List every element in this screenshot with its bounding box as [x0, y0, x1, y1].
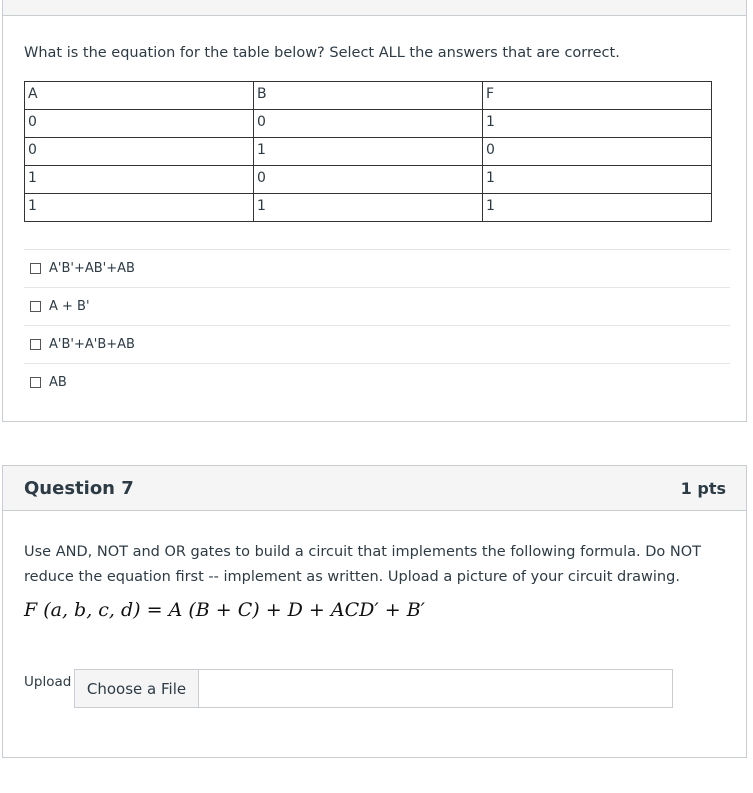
upload-label: Upload [24, 674, 72, 690]
table-cell: 0 [254, 166, 483, 194]
table-row [25, 166, 712, 194]
question-7-prompt: Use AND, NOT and OR gates to build a circuit that implements the following formula. Do NOT reduce the equation first -- implement as written. Upload a picture of your circuit drawing. [24, 544, 702, 585]
answer-label[interactable]: A + B' [49, 299, 90, 314]
answer-option-1[interactable] [24, 249, 730, 287]
checkbox[interactable] [30, 377, 41, 388]
question-title: Question 7 [24, 477, 134, 499]
table-row [25, 194, 712, 222]
file-name-display[interactable] [199, 670, 672, 707]
question-7-card [2, 465, 747, 758]
table-cell: 1 [25, 194, 254, 222]
choose-file-button[interactable]: Choose a File [75, 670, 199, 707]
table-header-cell: B [254, 82, 483, 110]
question-6-card [2, 0, 747, 422]
table-cell: 0 [25, 138, 254, 166]
question-points: 1 pts [680, 478, 726, 498]
table-cell: 1 [483, 110, 712, 138]
answer-label[interactable]: AB [49, 375, 67, 390]
table-cell: 0 [254, 110, 483, 138]
table-header-cell: F [483, 82, 712, 110]
table-row [25, 138, 712, 166]
answer-option-4[interactable] [24, 363, 730, 401]
table-cell: 1 [483, 166, 712, 194]
question-6-header [3, 0, 746, 16]
checkbox[interactable] [30, 263, 41, 274]
question-6-prompt: What is the equation for the table below? Select ALL the answers that are correct. [24, 45, 620, 61]
table-cell: 1 [254, 138, 483, 166]
answer-option-2[interactable] [24, 287, 730, 325]
answer-label[interactable]: A'B'+AB'+AB [49, 261, 135, 276]
table-header-row [25, 82, 712, 110]
table-cell: 1 [25, 166, 254, 194]
checkbox[interactable] [30, 339, 41, 350]
answer-options [24, 249, 730, 401]
table-cell: 0 [25, 110, 254, 138]
table-cell: 1 [254, 194, 483, 222]
answer-label[interactable]: A'B'+A'B+AB [49, 337, 135, 352]
checkbox[interactable] [30, 301, 41, 312]
truth-table [24, 81, 712, 222]
formula: F (a, b, c, d) = A (B + C) + D + ACD′ + B′ [24, 599, 425, 621]
file-upload-field[interactable] [74, 669, 673, 708]
table-cell: 0 [483, 138, 712, 166]
table-header-cell: A [25, 82, 254, 110]
answer-option-3[interactable] [24, 325, 730, 363]
question-7-header [3, 466, 746, 511]
table-cell: 1 [483, 194, 712, 222]
table-row [25, 110, 712, 138]
